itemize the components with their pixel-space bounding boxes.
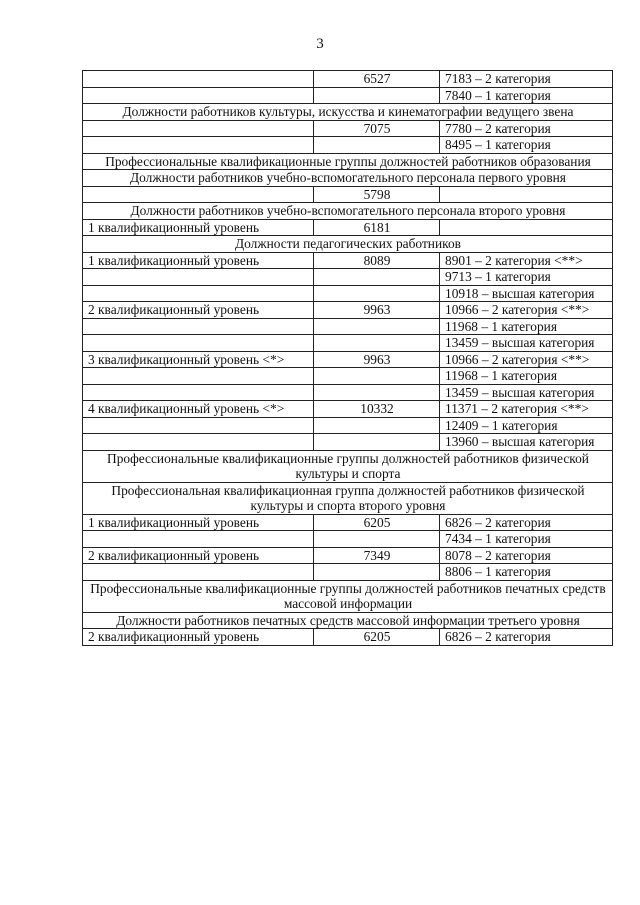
salary-cell: 6181: [314, 219, 440, 236]
salary-cell: 5798: [314, 186, 440, 203]
salary-cell: [314, 384, 440, 401]
page-number: 3: [316, 36, 324, 52]
section-header-row: [83, 482, 613, 514]
category-cell: 7434 – 1 категория: [440, 531, 613, 548]
level-cell: [83, 71, 314, 88]
level-cell: [83, 417, 314, 434]
level-cell: 1 квалификационный уровень: [83, 219, 314, 236]
category-cell: 7840 – 1 категория: [440, 87, 613, 104]
table-row: [83, 302, 613, 319]
table-row: [83, 120, 613, 137]
salary-cell: 10332: [314, 401, 440, 418]
table-row: [83, 71, 613, 88]
section-header: Профессиональные квалификационные группы должностей работников физической культуры и спорта: [83, 450, 613, 482]
category-cell: 8495 – 1 категория: [440, 137, 613, 154]
table-row: [83, 335, 613, 352]
table-row: [83, 564, 613, 581]
section-header: Профессиональные квалификационные группы должностей работников печатных средств массовой информации: [83, 580, 613, 612]
level-cell: [83, 384, 314, 401]
salary-cell: 9963: [314, 351, 440, 368]
category-cell: 13459 – высшая категория: [440, 384, 613, 401]
salary-cell: [314, 318, 440, 335]
section-header: Должности педагогических работников: [83, 236, 613, 253]
category-cell: 10966 – 2 категория <**>: [440, 302, 613, 319]
salary-cell: [314, 137, 440, 154]
table-row: [83, 514, 613, 531]
level-cell: [83, 269, 314, 286]
salary-cell: [314, 285, 440, 302]
salary-table: [82, 70, 613, 646]
table-row: [83, 285, 613, 302]
category-cell: 10918 – высшая категория: [440, 285, 613, 302]
salary-cell: [314, 564, 440, 581]
category-cell: 11371 – 2 категория <**>: [440, 401, 613, 418]
section-header-row: [83, 612, 613, 629]
level-cell: 1 квалификационный уровень: [83, 252, 314, 269]
category-cell: 9713 – 1 категория: [440, 269, 613, 286]
table-row: [83, 219, 613, 236]
category-cell: 8806 – 1 категория: [440, 564, 613, 581]
table-row: [83, 269, 613, 286]
salary-cell: [314, 417, 440, 434]
category-cell: 10966 – 2 категория <**>: [440, 351, 613, 368]
category-cell: [440, 219, 613, 236]
section-header-row: [83, 580, 613, 612]
section-header-row: [83, 203, 613, 220]
level-cell: 4 квалификационный уровень <*>: [83, 401, 314, 418]
salary-cell: 6527: [314, 71, 440, 88]
section-header: Должности работников учебно-вспомогательного персонала первого уровня: [83, 170, 613, 187]
section-header-row: [83, 170, 613, 187]
salary-cell: 6205: [314, 629, 440, 646]
table-row: [83, 87, 613, 104]
category-cell: 11968 – 1 категория: [440, 318, 613, 335]
level-cell: [83, 87, 314, 104]
category-cell: 7183 – 2 категория: [440, 71, 613, 88]
category-cell: 7780 – 2 категория: [440, 120, 613, 137]
salary-cell: 7349: [314, 547, 440, 564]
level-cell: [83, 564, 314, 581]
table-row: [83, 384, 613, 401]
section-header-row: [83, 104, 613, 121]
table-row: [83, 434, 613, 451]
table-row: [83, 368, 613, 385]
section-header-row: [83, 236, 613, 253]
category-cell: 12409 – 1 категория: [440, 417, 613, 434]
category-cell: 11968 – 1 категория: [440, 368, 613, 385]
category-cell: 13960 – высшая категория: [440, 434, 613, 451]
section-header: Должности работников культуры, искусства и кинематографии ведущего звена: [83, 104, 613, 121]
level-cell: 2 квалификационный уровень: [83, 629, 314, 646]
category-cell: [440, 186, 613, 203]
category-cell: 6826 – 2 категория: [440, 514, 613, 531]
salary-cell: 6205: [314, 514, 440, 531]
section-header-row: [83, 153, 613, 170]
salary-cell: [314, 531, 440, 548]
level-cell: [83, 335, 314, 352]
table-row: [83, 401, 613, 418]
table-row: [83, 318, 613, 335]
salary-cell: [314, 335, 440, 352]
salary-cell: 8089: [314, 252, 440, 269]
level-cell: [83, 434, 314, 451]
category-cell: 8901 – 2 категория <**>: [440, 252, 613, 269]
level-cell: 3 квалификационный уровень <*>: [83, 351, 314, 368]
level-cell: 1 квалификационный уровень: [83, 514, 314, 531]
category-cell: 8078 – 2 категория: [440, 547, 613, 564]
level-cell: 2 квалификационный уровень: [83, 547, 314, 564]
table-row: [83, 186, 613, 203]
table-row: [83, 547, 613, 564]
level-cell: [83, 120, 314, 137]
table-row: [83, 252, 613, 269]
salary-cell: [314, 87, 440, 104]
salary-cell: [314, 434, 440, 451]
level-cell: [83, 186, 314, 203]
salary-cell: [314, 269, 440, 286]
salary-cell: 9963: [314, 302, 440, 319]
salary-cell: [314, 368, 440, 385]
section-header-row: [83, 450, 613, 482]
table-row: [83, 137, 613, 154]
table-row: [83, 351, 613, 368]
table-row: [83, 417, 613, 434]
level-cell: [83, 368, 314, 385]
section-header: Профессиональная квалификационная группа должностей работников физической культуры и спорта второго уровня: [83, 482, 613, 514]
level-cell: [83, 318, 314, 335]
section-header: Должности работников учебно-вспомогательного персонала второго уровня: [83, 203, 613, 220]
level-cell: [83, 531, 314, 548]
salary-cell: 7075: [314, 120, 440, 137]
table-row: [83, 531, 613, 548]
level-cell: [83, 137, 314, 154]
level-cell: [83, 285, 314, 302]
category-cell: 6826 – 2 категория: [440, 629, 613, 646]
table-row: [83, 629, 613, 646]
level-cell: 2 квалификационный уровень: [83, 302, 314, 319]
section-header: Профессиональные квалификационные группы должностей работников образования: [83, 153, 613, 170]
category-cell: 13459 – высшая категория: [440, 335, 613, 352]
section-header: Должности работников печатных средств массовой информации третьего уровня: [83, 612, 613, 629]
